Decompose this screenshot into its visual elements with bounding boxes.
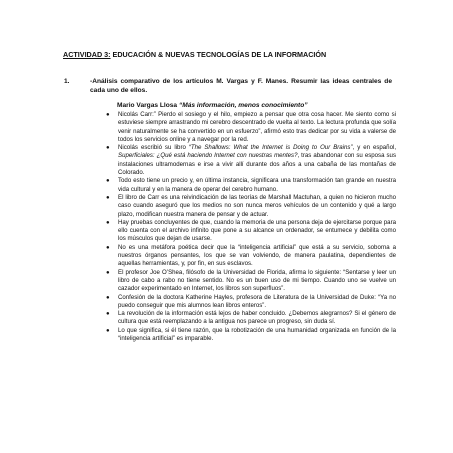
list-item: ● El libro de Carr es una reivindicación de las teorías de Marshall Mactuhan, a quien no hicieron mucho caso cuando aseguró que los medios no son nunca meros vehículos de un contenido y qué a largo plazo, modifican nuestra manera de pensar y de actuar. <box>106 193 396 218</box>
bullet-icon: ● <box>106 244 110 251</box>
bullet-icon: ● <box>106 194 110 201</box>
section-author: Mario Vargas Llosa <box>117 102 179 109</box>
list-item: ● Nicolás Carr:” Pierdo el sosiego y el hilo, empiezo a pensar que otra cosa hacer. Me siento como si estuviese siempre arrastrando mi cerebro descentrado de vuelta al texto. La lectura profunda que solía venir naturalmente se ha convertido en un esfuerzo”, afirmó esto tras dedicar por su vida a valerse de todos los servicios online y a navegar por la red. <box>106 111 396 143</box>
bullet-icon: ● <box>106 294 110 301</box>
list-item: ● La revolución de la información está lejos de haber concluido. ¿Debemos alegrarnos? Si el género de cultura que está reemplazando a la antigua nos parece un progreso, sin duda sí. <box>106 310 396 326</box>
bullet-icon: ● <box>106 178 110 185</box>
list-item: ● No es una metáfora poética decir que la “inteligencia artificial” que está a su servicio, soborna a nuestros órganos pensantes, los que se van volviendo, de manera paulatina, dependientes de aquellas herramientas, y, por fin, en sus esclavos. <box>106 243 396 268</box>
bullet-icon: ● <box>106 219 110 226</box>
title-activity-label: ACTIVIDAD 3: <box>63 50 111 59</box>
bullet-icon: ● <box>106 311 110 318</box>
question-text: -Análisis comparativo de los artículos M. Vargas y F. Manes. Resumir las ideas centrales de cada uno de ellos. <box>90 78 392 94</box>
list-item: ● Hay pruebas concluyentes de que, cuando la memoria de una persona deja de ejercitarse porque para ello cuenta con el archivo infinito que pone a su alcance un ordenador, se entumece y debilita como los músculos que dejan de usarse. <box>106 218 396 243</box>
list-item: ● Nicolás escribió su libro “The Shallows: What the Internet is Doing to Our Brains”, y en español, Superficiales: ¿Qué está haciendo Internet con nuestras mentes?, tras abandonar con su esposa sus instalaciones ultramodernas e irse a vivir allí durante dos años a una cabaña de las montañas de Colorado. <box>106 144 397 177</box>
document-title <box>63 50 326 59</box>
bullet-icon: ● <box>106 112 110 118</box>
list-item: ● Lo que significa, si él tiene razón, que la robotización de una humanidad organizada en función de la “inteligencia artificial” es imparable. <box>106 326 396 343</box>
section-heading <box>117 102 308 109</box>
title-text: EDUCACIÓN & NUEVAS TECNOLOGÍAS DE LA INFORMACIÓN <box>110 50 327 59</box>
list-item: ● Confesión de la doctora Katherine Hayles, profesora de Literatura de la Universidad de Duke: “Ya no puedo conseguir que mis alumnos lean libros enteros”. <box>106 293 396 309</box>
section-article-title: “Más información, menos conocimiento” <box>178 102 308 109</box>
list-item: ● El profesor Joe O’Shea, filósofo de la Universidad de Florida, afirma lo siguiente: “Sentarse y leer un libro de cabo a rabo no tiene sentido. No es un buen uso de mi tiempo. Cuando uno se vuelve un cazador experimentado en Internet, los libros son superfluos”. <box>106 268 396 293</box>
list-item: ● Todo esto tiene un precio y, en última instancia, significara una transformación tan grande en nuestra vida cultural y en la manera de operar del cerebro humano. <box>106 177 396 193</box>
question-number: 1. <box>64 78 70 85</box>
bullet-icon: ● <box>106 145 110 152</box>
bullet-icon: ● <box>106 327 110 334</box>
bullet-icon: ● <box>106 269 110 276</box>
bullet-list <box>104 111 396 343</box>
